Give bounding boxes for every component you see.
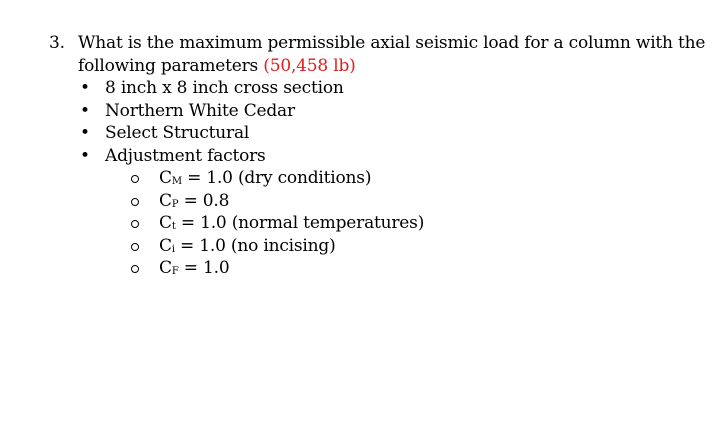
question-text-continued: following parameters: [78, 56, 259, 76]
factor-subscript: P: [171, 199, 179, 210]
answer-value: (50,458 lb): [263, 56, 356, 76]
bullet-item-grade: Select Structural: [105, 123, 250, 143]
factor-symbol: C: [159, 213, 172, 233]
bullet-icon: •: [80, 146, 91, 166]
bullet-icon: •: [80, 78, 91, 98]
question-text-line-2: [78, 55, 356, 77]
bullet-icon: •: [80, 101, 91, 121]
question-number: 3.: [49, 33, 65, 53]
circle-bullet-icon: [131, 265, 139, 273]
circle-bullet-icon: [131, 243, 139, 251]
bullet-item-species: Northern White Cedar: [105, 101, 295, 121]
factor-symbol: C: [159, 236, 172, 256]
bullet-item-adjustment-factors: Adjustment factors: [105, 146, 266, 166]
circle-bullet-icon: [131, 198, 139, 206]
question-text-line-1: What is the maximum permissible axial seismic load for a column with the: [78, 33, 706, 53]
factor-subscript: M: [171, 176, 182, 187]
factor-symbol: C: [159, 168, 172, 188]
factor-value: = 1.0: [183, 258, 230, 278]
factor-subscript: t: [171, 221, 176, 232]
bullet-icon: •: [80, 123, 91, 143]
bullet-item-cross-section: 8 inch x 8 inch cross section: [105, 78, 344, 98]
factor-value: = 1.0 (normal temperatures): [180, 213, 425, 233]
factor-value: = 1.0 (dry conditions): [187, 168, 372, 188]
factor-cf: [159, 257, 229, 283]
factor-value: = 0.8: [183, 191, 230, 211]
factor-subscript: F: [171, 266, 179, 277]
circle-bullet-icon: [131, 175, 139, 183]
circle-bullet-icon: [131, 220, 139, 228]
factor-symbol: C: [159, 191, 172, 211]
factor-symbol: C: [159, 258, 172, 278]
factor-value: = 1.0 (no incising): [180, 236, 336, 256]
factor-subscript: i: [171, 244, 175, 255]
